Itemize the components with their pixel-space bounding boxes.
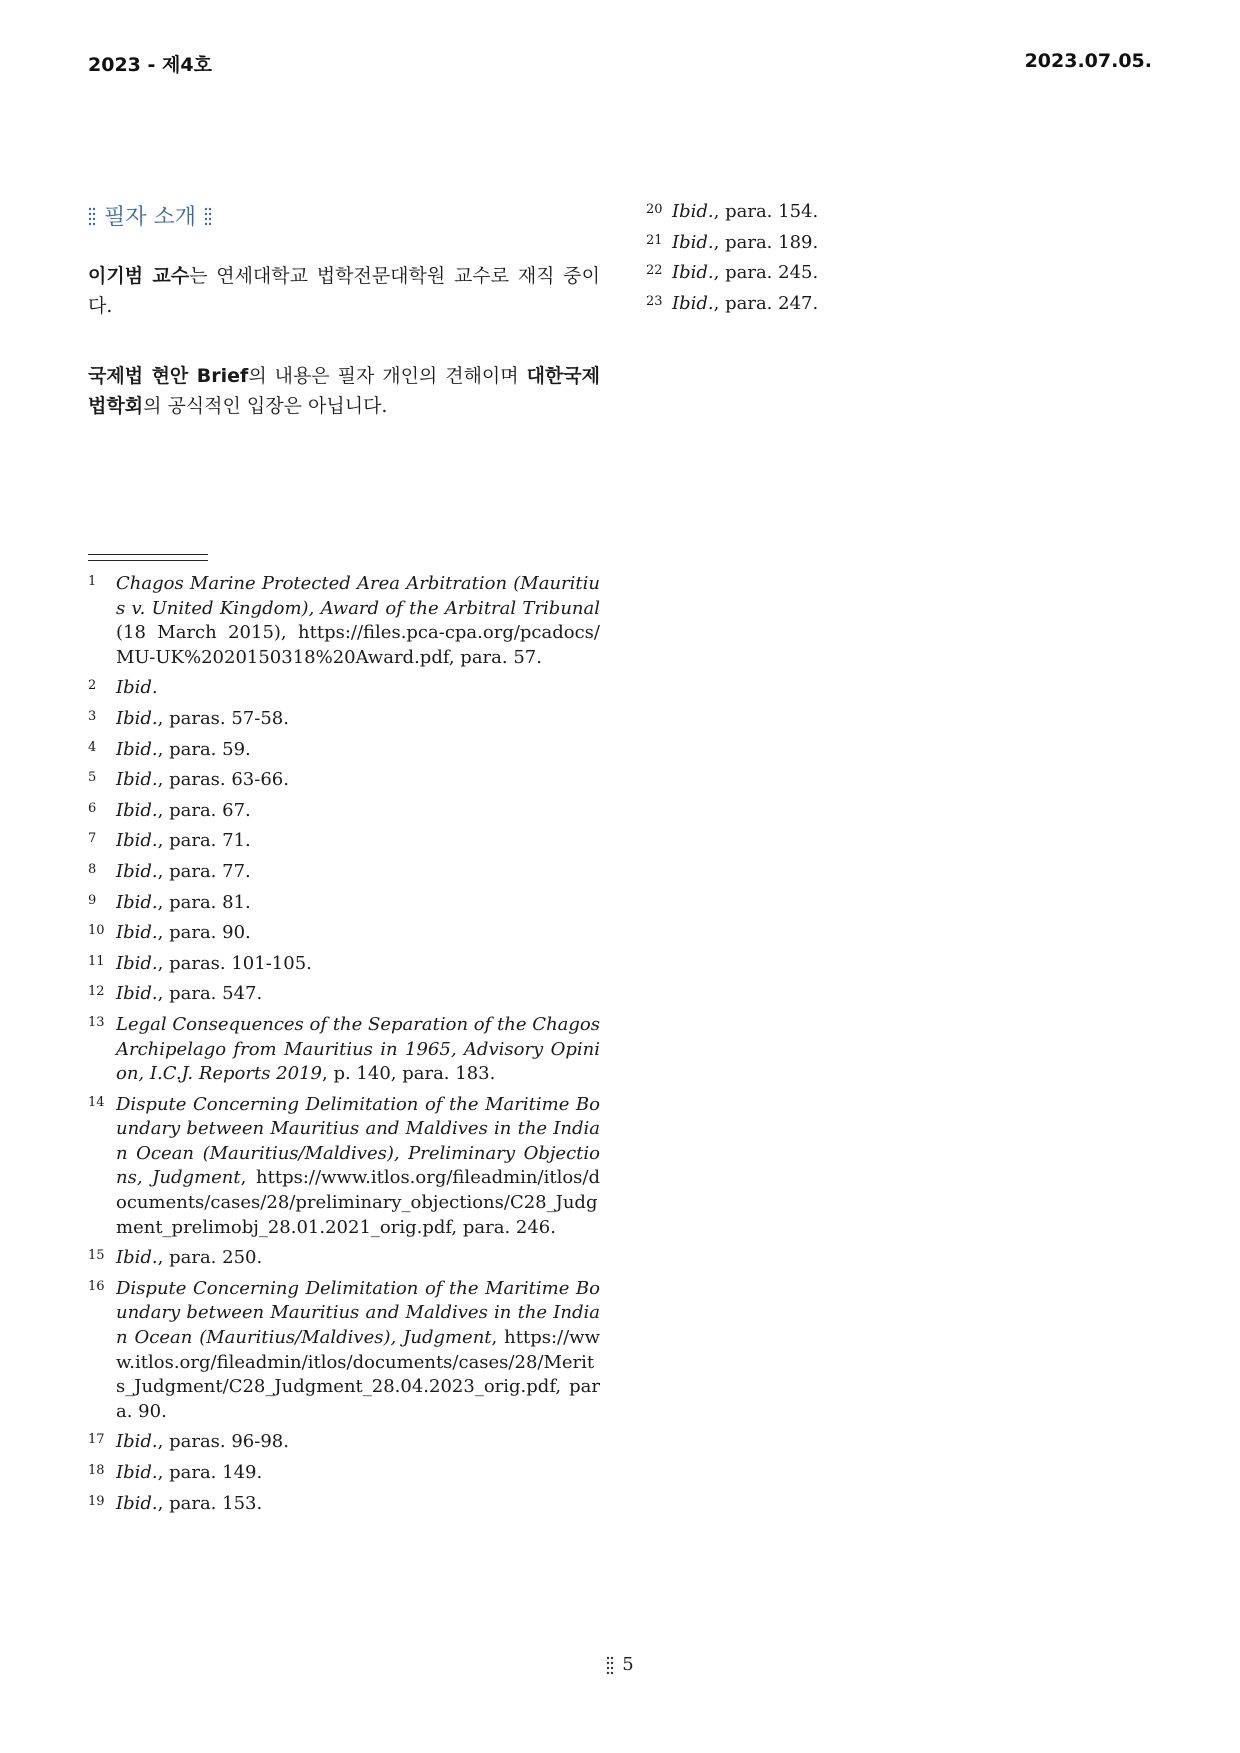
- footnote-item: [646, 261, 1146, 286]
- disclaimer: [88, 361, 600, 421]
- footnote-citation-title: Ibid.: [116, 952, 158, 974]
- footnote-citation-detail: , p. 140, para. 183.: [322, 1063, 496, 1085]
- footnote-citation-title: Dispute Concerning Delimitation of the Maritime Boundary between Mauritius and Maldives in the Indian Ocean (Mauritius/Maldives), Preliminary Objections, Judgment: [116, 1093, 600, 1189]
- footnote-citation-detail: , para. 189.: [713, 231, 819, 253]
- footnote-item: [88, 829, 600, 854]
- disclaimer-society-name: 대한국제법학회: [88, 365, 600, 417]
- footnote-citation-title: Ibid.: [116, 1462, 158, 1483]
- footnote-number: 1: [88, 574, 97, 589]
- footnote-citation-detail: , para. 154.: [713, 201, 819, 222]
- footnote-citation-title: Ibid.: [672, 201, 714, 222]
- footnote-number: 4: [88, 739, 97, 755]
- footnote-citation-title: Ibid.: [672, 231, 714, 253]
- footnote-item: [88, 860, 600, 885]
- footnote-item: [88, 1246, 600, 1271]
- footnote-citation-detail: , para. 247.: [713, 292, 819, 314]
- footnote-number: 19: [88, 1493, 105, 1509]
- footnote-citation-title: Ibid.: [116, 1247, 158, 1269]
- footnote-number: 15: [88, 1248, 105, 1264]
- footnote-number: 11: [88, 953, 105, 969]
- page-number: 5: [622, 1654, 634, 1675]
- dot-ornament-icon: [88, 206, 96, 226]
- footnote-item: [88, 921, 600, 946]
- footnote-item: [88, 676, 600, 701]
- footnote-citation-title: Ibid.: [116, 830, 158, 852]
- footnote-citation-title: Legal Consequences of the Separation of the Chagos Archipelago from Mauritius in 1965, Advisory Opinion, I.C.J. Reports 2019: [116, 1013, 600, 1085]
- footnote-citation-detail: , paras. 96-98.: [157, 1431, 289, 1453]
- footnote-citation-detail: , https://www.itlos.org/fileadmin/itlos/documents/cases/28/preliminary_objections/C28_Judgment_prelimobj_28.01.2021_orig.pdf, para. 246.: [116, 1167, 600, 1238]
- footnote-citation-title: Ibid.: [116, 1492, 158, 1514]
- section-title-text: 필자 소개: [104, 205, 197, 230]
- footnote-item: [88, 707, 600, 732]
- footnote-item: [646, 200, 1146, 225]
- footnote-citation-title: Ibid.: [116, 1431, 158, 1453]
- page-footer: [0, 1654, 1240, 1675]
- footnote-citation-detail: , para. 67.: [157, 799, 251, 821]
- footnote-item: [88, 891, 600, 916]
- author-bio-text: 는 연세대학교 법학전문대학원 교수로 재직 중이다.: [88, 265, 600, 317]
- footnote-number: 17: [88, 1432, 105, 1448]
- author-section: [88, 200, 600, 421]
- footnote-item: [88, 1430, 600, 1455]
- footnote-item: [88, 572, 600, 670]
- disclaimer-text: 의 내용은 필자 개인의 견해이며: [248, 365, 527, 387]
- footnote-number: 6: [88, 800, 97, 816]
- footnote-citation-title: Ibid.: [116, 922, 158, 944]
- dot-ornament-icon: [204, 206, 212, 226]
- footnote-citation-detail: , para. 81.: [157, 891, 251, 913]
- footnotes-left: [88, 572, 600, 1522]
- footnote-item: [88, 1461, 600, 1486]
- disclaimer-text-end: 의 공식적인 입장은 아닙니다.: [143, 395, 388, 417]
- footnote-citation-detail: , para. 547.: [157, 983, 263, 1005]
- footnote-number: 2: [88, 678, 97, 694]
- footnote-citation-detail: , https://www.itlos.org/fileadmin/itlos/documents/cases/28/Merits_Judgment/C28_Judgment_28.04.2023_orig.pdf, para. 90.: [116, 1327, 600, 1422]
- footnote-item: [88, 982, 600, 1007]
- footnote-citation-detail: , para. 153.: [157, 1492, 263, 1514]
- footnote-citation-title: Ibid.: [116, 891, 158, 913]
- footnote-citation-detail: , para. 59.: [157, 738, 251, 760]
- footnote-citation-detail: , para. 149.: [157, 1462, 263, 1483]
- footnote-citation-detail: (18 March 2015), https://files.pca-cpa.org/pcadocs/MU-UK%2020150318%20Award.pdf, para. 57.: [116, 622, 600, 668]
- footnote-item: [646, 292, 1146, 317]
- footnote-item: [88, 768, 600, 793]
- footnote-citation-detail: , para. 77.: [157, 860, 251, 882]
- footnote-number: 7: [88, 831, 97, 847]
- footnote-item: [88, 1093, 600, 1241]
- footnote-citation-detail: , para. 245.: [713, 262, 819, 284]
- footnote-citation-title: Ibid.: [672, 292, 714, 314]
- dot-ornament-icon: [606, 1655, 614, 1675]
- footnote-citation-detail: , para. 250.: [157, 1247, 263, 1269]
- footnote-number: 5: [88, 770, 97, 786]
- author-bio: [88, 261, 600, 321]
- footnote-citation-title: Ibid.: [116, 769, 158, 791]
- footnote-number: 12: [88, 984, 105, 1000]
- footnote-number: 3: [88, 708, 97, 724]
- footnotes-right: [646, 200, 1146, 322]
- footnote-item: [88, 1013, 600, 1087]
- footnote-number: 22: [646, 263, 663, 279]
- footnote-divider: [88, 554, 208, 561]
- footnote-number: 10: [88, 923, 105, 939]
- footnote-citation-title: Ibid.: [116, 707, 158, 729]
- footnote-citation-detail: , paras. 63-66.: [157, 769, 289, 791]
- footnote-item: [646, 231, 1146, 256]
- section-title: [88, 200, 600, 231]
- footnote-number: 8: [88, 861, 97, 877]
- footnote-number: 20: [646, 202, 663, 217]
- footnote-number: 21: [646, 232, 663, 248]
- footnote-citation-detail: , para. 71.: [157, 830, 251, 852]
- footnote-citation-title: Ibid.: [116, 799, 158, 821]
- footnote-citation-detail: , para. 90.: [157, 922, 251, 944]
- footnote-item: [88, 1492, 600, 1517]
- footnote-item: [88, 738, 600, 763]
- footnote-number: 14: [88, 1094, 105, 1110]
- footnote-number: 13: [88, 1014, 105, 1030]
- footnote-item: [88, 952, 600, 977]
- disclaimer-brief-name: 국제법 현안 Brief: [88, 365, 249, 387]
- issue-number: 2023 - 제4호: [88, 54, 212, 76]
- footnote-number: 23: [646, 293, 663, 309]
- footnote-item: [88, 1277, 600, 1425]
- footnote-citation-title: Ibid.: [116, 983, 158, 1005]
- publication-date: 2023.07.05.: [1024, 50, 1152, 72]
- footnote-number: 18: [88, 1463, 105, 1478]
- footnote-number: 9: [88, 892, 97, 908]
- footnote-citation-title: Chagos Marine Protected Area Arbitration (Mauritius v. United Kingdom), Award of the Arbitral Tribunal: [116, 573, 600, 619]
- footnote-citation-title: Ibid.: [116, 860, 158, 882]
- footnote-number: 16: [88, 1278, 105, 1294]
- footnote-citation-title: Ibid.: [116, 738, 158, 760]
- footnote-citation-title: Dispute Concerning Delimitation of the Maritime Boundary between Mauritius and Maldives in the Indian Ocean (Mauritius/Maldives), Judgment: [116, 1277, 600, 1349]
- footnote-item: [88, 799, 600, 824]
- footnote-citation-detail: , paras. 101-105.: [157, 952, 312, 974]
- footnote-citation-detail: , paras. 57-58.: [157, 707, 289, 729]
- author-name: 이기범 교수: [88, 265, 190, 287]
- footnote-citation-title: Ibid.: [116, 677, 158, 699]
- footnote-citation-title: Ibid.: [672, 262, 714, 284]
